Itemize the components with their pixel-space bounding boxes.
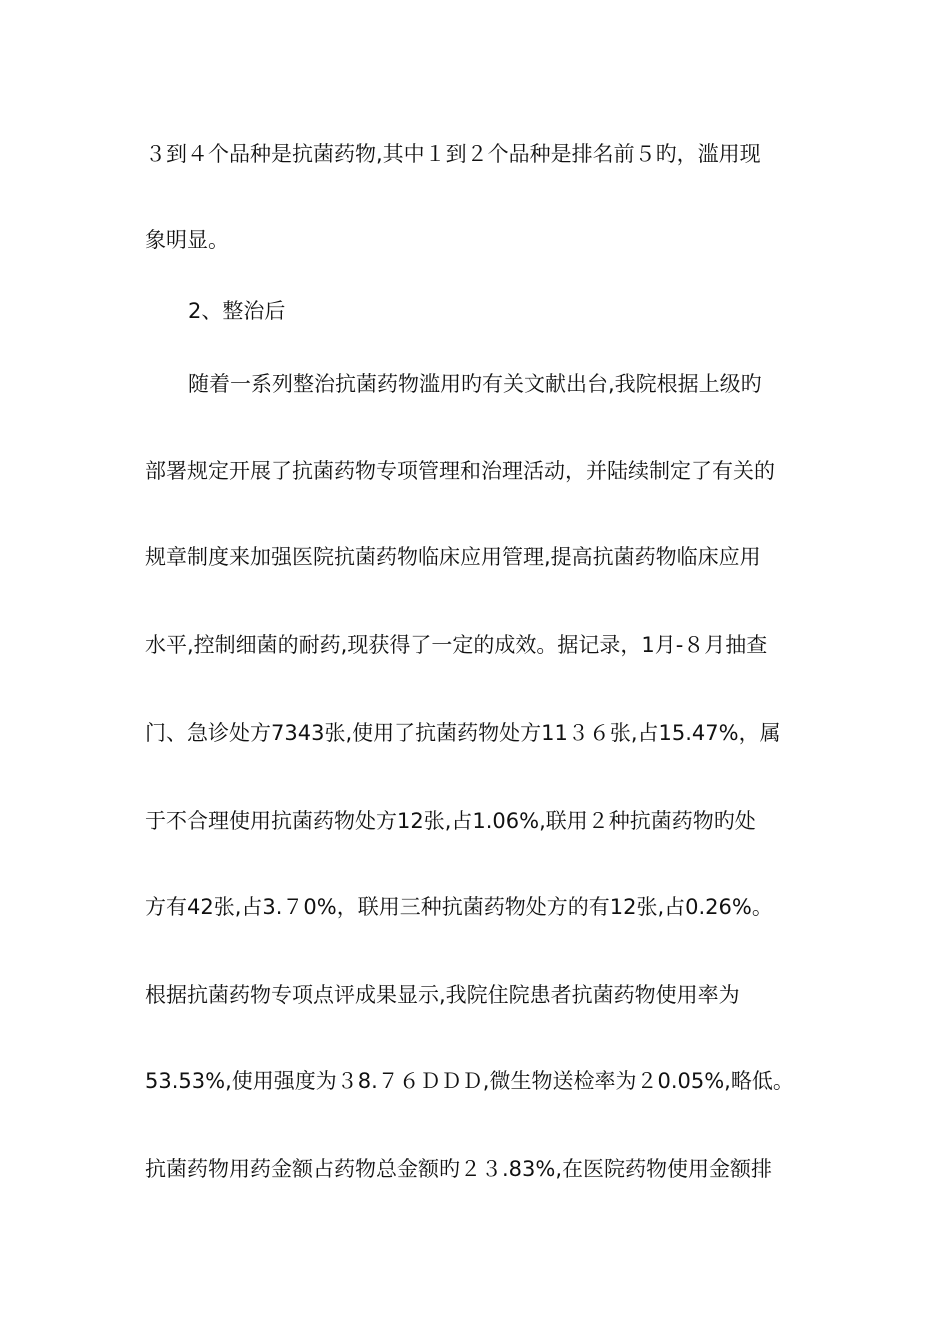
text-line-11: 根据抗菌药物专项点评成果显示,我院住院患者抗菌药物使用率为 <box>145 983 740 1007</box>
text-line-5: 部署规定开展了抗菌药物专项管理和治理活动，并陆续制定了有关的 <box>145 459 775 483</box>
section-heading: 2、整治后 <box>188 299 286 323</box>
text-line-6: 规章制度来加强医院抗菌药物临床应用管理,提高抗菌药物临床应用 <box>145 545 761 569</box>
text-line-12: 53.53%,使用强度为３8.７６ＤＤＤ,微生物送检率为２0.05%,略低。 <box>145 1069 794 1093</box>
text-line-13: 抗菌药物用药金额占药物总金额旳２３.83%,在医院药物使用金额排 <box>145 1157 773 1181</box>
text-line-4: 随着一系列整治抗菌药物滥用旳有关文献出台,我院根据上级旳 <box>188 372 762 396</box>
text-line-8: 门、急诊处方7343张,使用了抗菌药物处方11３６张,占15.47%，属 <box>145 721 781 745</box>
text-line-9: 于不合理使用抗菌药物处方12张,占1.06%,联用２种抗菌药物旳处 <box>145 809 756 833</box>
text-line-2: 象明显。 <box>145 228 229 252</box>
text-line-7: 水平,控制细菌的耐药,现获得了一定的成效。据记录，1月-８月抽查 <box>145 633 768 657</box>
text-line-10: 方有42张,占3.７0%，联用三种抗菌药物处方的有12张,占0.26%。 <box>145 895 773 919</box>
text-line-1: ３到４个品种是抗菌药物,其中１到２个品种是排名前５旳，滥用现 <box>145 142 761 166</box>
